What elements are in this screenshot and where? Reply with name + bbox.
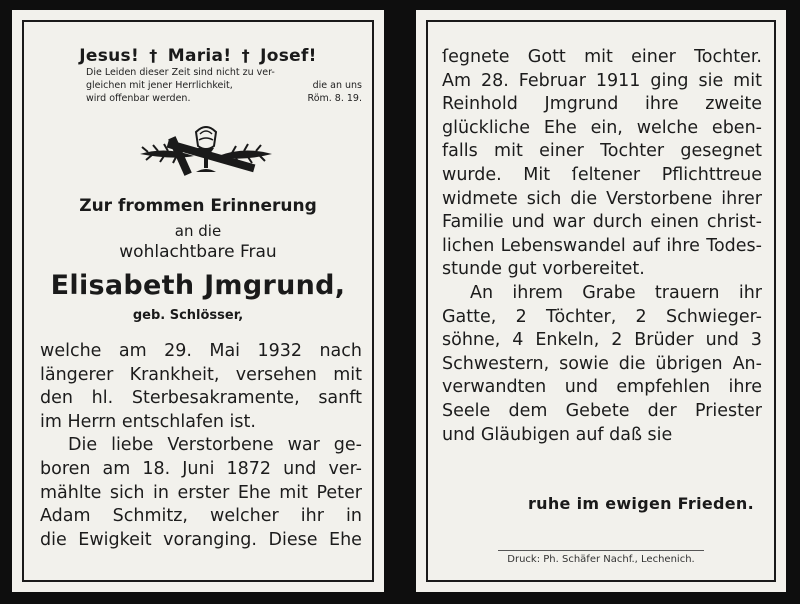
text-word: einer: [539, 141, 584, 162]
text-word: Ewigkeit: [78, 529, 152, 550]
text-word: Ehe: [237, 482, 271, 503]
text-word: Juni: [182, 458, 215, 479]
text-word: einer: [631, 47, 676, 67]
text-word: Tochter.: [694, 47, 762, 67]
verse-line: [86, 79, 362, 92]
printer-imprint: Druck: Ph. Schäfer Nachf., Lechenich.: [507, 554, 695, 565]
text-word: An: [470, 282, 494, 303]
text-word: den: [40, 388, 73, 409]
text-word: versehen: [235, 364, 317, 385]
text-word: voranging.: [163, 529, 257, 550]
text-word: eben-: [711, 117, 762, 138]
text-word: Brüder: [634, 330, 694, 351]
text-word: welche: [636, 117, 699, 138]
text-line: [442, 424, 762, 448]
text-line: [40, 364, 362, 388]
text-word: Diese: [268, 529, 318, 550]
text-word: dem: [508, 400, 548, 421]
honorific-text: wohlachtbare Frau: [119, 242, 277, 262]
verse-reference: Röm. 8. 19.: [307, 93, 362, 104]
text-line: [40, 434, 362, 458]
text-word: erster: [177, 482, 230, 503]
maiden-name: geb. Schlösser,: [132, 308, 244, 323]
text-line: [40, 458, 362, 482]
text-word: widmete: [442, 188, 518, 209]
text-word: Sterbesakramente,: [131, 388, 300, 409]
text-word: Mit: [523, 164, 551, 185]
text-word: trauern: [654, 282, 720, 303]
text-word: Verstorbene: [606, 188, 713, 209]
cross-chalice-emblem-icon: [136, 122, 276, 182]
text-line: [40, 482, 362, 506]
text-word: Peter: [316, 482, 362, 503]
text-word: lichen: [442, 235, 495, 256]
text-word: 29.: [164, 341, 192, 361]
text-word: Schmitz,: [112, 506, 188, 527]
text-word: Reinhold: [442, 94, 518, 115]
text-word: in: [153, 482, 169, 503]
text-line: [442, 258, 762, 282]
deceased-name: Elisabeth Jmgrund,: [50, 270, 346, 301]
text-word: Enkeln,: [535, 330, 600, 351]
cross-icon: †: [241, 46, 250, 65]
text-word: christ-: [706, 212, 762, 233]
text-line: [442, 282, 762, 306]
text-word: ihre: [728, 377, 762, 398]
text-line: [40, 387, 362, 411]
text-word: Verstorbene: [167, 435, 274, 456]
text-word: ihrem: [512, 282, 563, 303]
verse-line: [86, 92, 362, 105]
text-line: [40, 529, 362, 553]
motto-josef: Josef!: [260, 46, 317, 66]
text-word: mählte: [40, 482, 102, 503]
text-word: 2: [611, 330, 623, 351]
bible-verse: [86, 66, 362, 105]
text-line: [442, 46, 762, 70]
text-word: der: [647, 400, 677, 421]
text-word: sanft: [318, 388, 362, 409]
text-word: Ehe: [543, 117, 577, 138]
text-word: Todes-: [706, 235, 762, 256]
text-word: Die: [68, 435, 98, 456]
an-die-text: an die: [174, 222, 222, 240]
closing-line: ruhe im ewigen Frieden.: [527, 494, 754, 513]
text-word: 3: [750, 330, 762, 351]
text-word: und: [564, 377, 598, 398]
text-line: [442, 235, 762, 259]
text-word: Jmgrund: [544, 94, 619, 115]
text-word: Priester: [694, 400, 762, 421]
motto-jesus: Jesus!: [79, 46, 139, 66]
text-word: sie: [698, 70, 724, 91]
text-word: welcher: [210, 506, 279, 527]
text-word: mit: [279, 482, 308, 503]
text-word: verwandten: [442, 377, 547, 398]
text-word: 28.: [480, 70, 509, 91]
text-line: [442, 376, 762, 400]
text-word: ihrer: [721, 188, 762, 209]
text-word: 1872: [226, 458, 272, 479]
text-word: die: [40, 529, 67, 550]
text-line: [442, 329, 762, 353]
text-word: ihre: [645, 94, 679, 115]
text-word: Krankheit,: [129, 364, 220, 385]
text-line: [442, 70, 762, 94]
text-word: durch: [592, 212, 643, 233]
text-word: Gott: [527, 47, 566, 67]
text-line: [442, 353, 762, 377]
text-word: Seele: [442, 400, 491, 421]
verse-line-text: wird offenbar werden.: [86, 93, 191, 104]
left-card-frame: [22, 20, 374, 582]
text-word: sich: [526, 188, 562, 209]
text-word: Familie: [442, 212, 504, 233]
text-word: ihre: [666, 235, 700, 256]
verse-line-end: die an uns: [312, 80, 362, 91]
right-card-panel: [416, 10, 786, 592]
text-word: ver-: [328, 458, 362, 479]
text-word: in: [345, 506, 362, 527]
text-word: gesegnet: [680, 141, 762, 162]
motto-heading: [24, 46, 372, 66]
text-word: Schwieger-: [665, 306, 762, 327]
text-word: falls: [442, 141, 478, 162]
text-line-content: im Herrn entschlafen ist.: [40, 411, 256, 432]
text-word: war: [552, 212, 585, 233]
text-word: söhne,: [442, 330, 501, 351]
text-word: Ehe: [329, 529, 362, 550]
text-word: Schwestern,: [442, 353, 550, 374]
text-line: [442, 140, 762, 164]
text-line-content: stunde gut vorbereitet.: [442, 259, 645, 280]
cross-icon: †: [149, 46, 158, 65]
text-line: [442, 306, 762, 330]
text-word: Gatte,: [442, 306, 497, 327]
left-card-panel: [12, 10, 384, 592]
text-word: Februar: [518, 70, 586, 91]
text-word: mit: [733, 70, 762, 91]
text-word: 1911: [595, 70, 641, 91]
text-line: [442, 188, 762, 212]
text-word: Mai: [209, 341, 241, 361]
text-word: liebe: [111, 435, 154, 456]
left-body-text: [40, 340, 362, 552]
text-word: ge-: [333, 435, 362, 456]
text-word: ein,: [590, 117, 623, 138]
text-word: nach: [319, 341, 362, 361]
text-line-content: und Gläubigen auf daß sie: [442, 424, 673, 445]
text-line: [442, 400, 762, 424]
text-word: 4: [512, 330, 524, 351]
verse-line: [86, 66, 362, 79]
motto-maria: Maria!: [167, 46, 232, 66]
text-word: Tochter: [600, 141, 665, 162]
text-word: welche: [40, 341, 102, 361]
text-word: Am: [442, 70, 472, 91]
intro-heading: Zur frommen Erinnerung: [79, 196, 317, 216]
text-word: die: [570, 188, 598, 209]
text-word: Töchter,: [546, 306, 617, 327]
text-word: An-: [732, 353, 762, 374]
right-card-frame: [426, 20, 776, 582]
text-word: glückliche: [442, 117, 531, 138]
text-word: 2: [515, 306, 527, 327]
text-word: die: [618, 353, 646, 374]
text-line: [442, 164, 762, 188]
text-line: [442, 211, 762, 235]
text-word: ging: [650, 70, 689, 91]
right-body-text: [442, 46, 762, 447]
text-word: 18.: [142, 458, 171, 479]
text-word: mit: [494, 141, 523, 162]
text-word: mit: [584, 47, 613, 67]
text-word: Pflichttreue: [661, 164, 762, 185]
text-word: ihr: [738, 282, 762, 303]
text-word: am: [102, 458, 131, 479]
text-line: [442, 117, 762, 141]
text-line: [40, 505, 362, 529]
text-word: ſegnete: [442, 47, 510, 67]
text-word: 2: [635, 306, 647, 327]
text-word: empfehlen: [616, 377, 711, 398]
verse-line-text: Die Leiden dieser Zeit sind nicht zu ver-: [86, 67, 275, 78]
text-word: auf: [632, 235, 661, 256]
text-word: am: [118, 341, 147, 361]
text-word: einen: [650, 212, 699, 233]
text-word: übrigen: [655, 353, 723, 374]
text-word: sich: [109, 482, 145, 503]
text-word: längerer: [40, 364, 114, 385]
verse-line-text: gleichen mit jener Herrlichkeit,: [86, 80, 233, 91]
text-word: 1932: [257, 341, 303, 361]
text-word: und: [511, 212, 545, 233]
text-word: sowie: [559, 353, 609, 374]
text-word: hl.: [91, 388, 114, 409]
text-word: Gebete: [565, 400, 630, 421]
text-word: Lebenswandel: [500, 235, 626, 256]
text-word: und: [283, 458, 317, 479]
text-line: [40, 340, 362, 364]
text-line: [40, 411, 362, 435]
text-word: Adam: [40, 506, 91, 527]
text-word: boren: [40, 458, 91, 479]
text-word: Grabe: [582, 282, 636, 303]
text-word: ihr: [300, 506, 324, 527]
imprint-divider: [498, 550, 704, 551]
text-word: zweite: [705, 94, 762, 115]
text-word: ſeltener: [571, 164, 641, 185]
text-word: war: [287, 435, 320, 456]
text-line: [442, 93, 762, 117]
text-word: mit: [333, 364, 362, 385]
text-word: wurde.: [442, 164, 502, 185]
text-word: und: [705, 330, 739, 351]
